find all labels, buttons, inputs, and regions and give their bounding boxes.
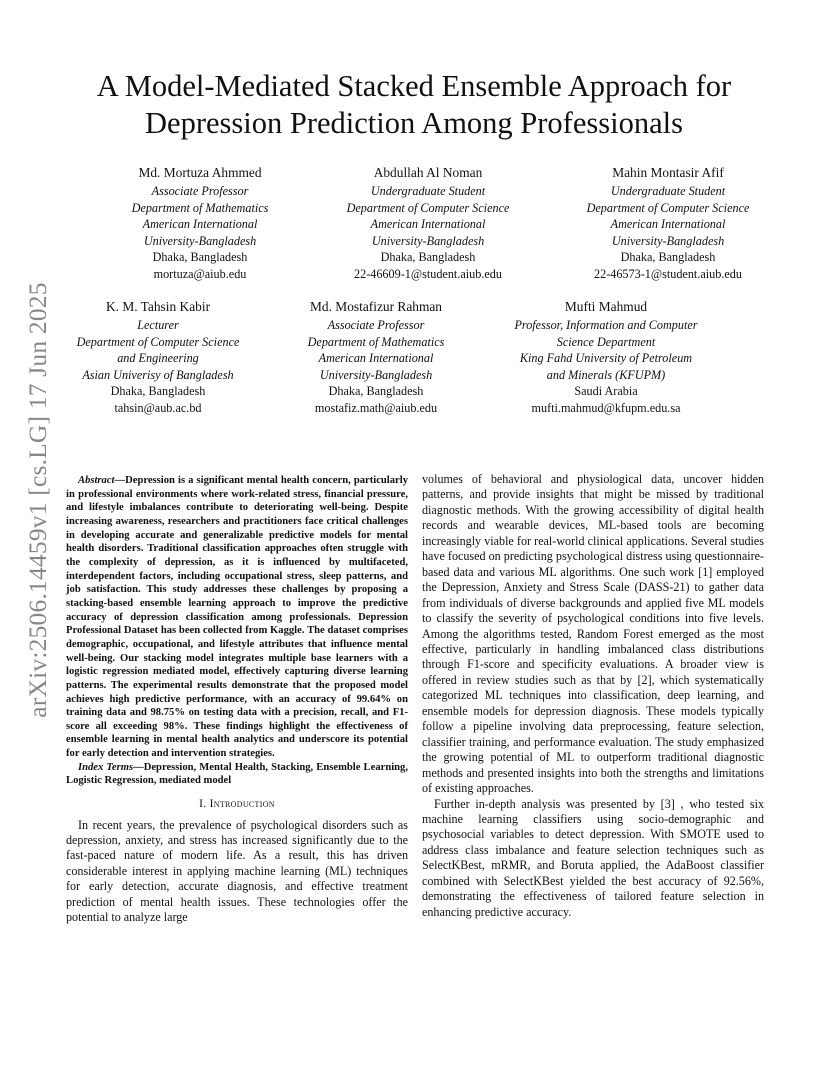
author-email: 22-46609-1@student.aiub.edu bbox=[354, 266, 502, 281]
author-name: Md. Mostafizur Rahman bbox=[309, 299, 443, 314]
arxiv-identifier: arXiv:2506.14459v1 [cs.LG] 17 Jun 2025 bbox=[23, 282, 52, 718]
author-name: Md. Mortuza Ahmmed bbox=[138, 165, 262, 180]
author-org: and Minerals (KFUPM) bbox=[546, 367, 666, 382]
author-role: Undergraduate Student bbox=[610, 184, 726, 198]
arxiv-stamp bbox=[18, 282, 58, 718]
author-role: Associate Professor bbox=[151, 184, 249, 198]
author-email: mostafiz.math@aiub.edu bbox=[314, 400, 438, 415]
author-org: American International bbox=[370, 217, 486, 232]
abstract-lead: Abstract bbox=[78, 475, 115, 486]
author-block bbox=[558, 164, 778, 283]
left-column bbox=[66, 474, 408, 926]
author-city: Dhaka, Bangladesh bbox=[328, 384, 424, 399]
author-city: Saudi Arabia bbox=[574, 384, 638, 399]
author-role: Lecturer bbox=[137, 318, 179, 332]
author-dept: Department of Computer Science bbox=[586, 200, 750, 215]
abstract bbox=[66, 474, 408, 761]
author-dept: and Engineering bbox=[117, 351, 199, 366]
index-terms bbox=[66, 761, 408, 788]
author-org: American International bbox=[318, 351, 434, 366]
author-city: Dhaka, Bangladesh bbox=[620, 250, 716, 265]
index-terms-lead: Index Terms bbox=[78, 761, 134, 773]
title-line-2: Depression Prediction Among Professionals bbox=[145, 106, 683, 140]
author-block bbox=[490, 298, 722, 417]
author-city: Dhaka, Bangladesh bbox=[110, 384, 206, 399]
author-city: Dhaka, Bangladesh bbox=[152, 250, 248, 265]
author-dept: Department of Mathematics bbox=[307, 334, 445, 349]
author-org: University-Bangladesh bbox=[143, 233, 257, 248]
author-org: American International bbox=[142, 217, 258, 232]
author-role: Professor, Information and Computer bbox=[514, 318, 698, 332]
author-email: 22-46573-1@student.aiub.edu bbox=[594, 266, 742, 281]
author-name: Mahin Montasir Afif bbox=[612, 165, 724, 180]
author-role: Undergraduate Student bbox=[370, 184, 486, 198]
author-name: K. M. Tahsin Kabir bbox=[105, 299, 211, 314]
author-role: Associate Professor bbox=[327, 318, 425, 332]
author-dept: Science Department bbox=[556, 334, 656, 349]
intro-paragraph: In recent years, the prevalence of psychological disorders such as depression, anxiety, and stress has increased significantly due to the fast-paced nature of modern life. As a result, this has driven considerable interest in applying machine learning (ML) techniques for early detection, accurate diagnosis, and effective treatment prediction of mental health issues. These technologies offer the potential to analyze large bbox=[66, 817, 408, 925]
author-dept: Department of Mathematics bbox=[131, 200, 269, 215]
author-email: mortuza@aiub.edu bbox=[153, 266, 247, 281]
author-org: Asian Univerisy of Bangladesh bbox=[82, 367, 234, 382]
author-email: tahsin@aub.ac.bd bbox=[114, 400, 202, 415]
index-terms-text: —Depression, Mental Health, Stacking, Ensemble Learning, Logistic Regression, mediated model bbox=[66, 761, 408, 787]
paper-title bbox=[40, 68, 788, 142]
author-block bbox=[318, 164, 538, 283]
author-dept: Department of Computer Science bbox=[346, 200, 510, 215]
author-block bbox=[100, 164, 300, 283]
body-paragraph: volumes of behavioral and physiological data, uncover hidden patterns, and provide insights that might be missed by traditional diagnostic methods. With the growing accessibility of digital health records and wearable devices, ML-based tools are becoming increasingly viable for real-world clinical applications. Several studies have focused on predicting psychological distress using questionnaire-based data and various ML algorithms. One such work [1] employed the Depression, Anxiety and Stress Scale (DASS-21) to gather data from individuals of diverse backgrounds and applied five ML models to classify the severity of psychological conditions into five levels. Among the algorithms tested, Random Forest emerged as the most effective, particularly in handling imbalanced class distributions through F1-score and specificity evaluations. A broader view is offered in review studies such as that by [2], which systematically categorized ML techniques into classification, deep learning, and ensemble models for depression diagnosis. These models typically follow a pipeline involving data preprocessing, feature selection, classifier training, and performance evaluation. The study emphasized the growing potential of ML to outperform traditional diagnostic methods and presented insights into both the strengths and limitations of existing approaches. bbox=[422, 472, 764, 796]
title-line-1: A Model-Mediated Stacked Ensemble Approach for bbox=[96, 69, 732, 103]
abstract-text: —Depression is a significant mental health concern, particularly in professional environments where work-related stress, financial pressure, and lifestyle imbalances contribute to deteriorating well-being. Despite increasing awareness, researchers and practitioners face critical challenges in developing accurate and generalizable predictive models for mental health disorders. Traditional classification approaches often struggle with the complexity of depression, as it is influenced by multifaceted, interdependent factors, including occupational stress, sleep patterns, and job satisfaction. This study addresses these challenges by proposing a stacking-based ensemble learning approach to improve the predictive accuracy of depression classification among professionals. Depression Professional Dataset has been collected from Kaggle. The dataset comprises demographic, occupational, and lifestyle attributes that influence mental well-being. Our stacking model integrates multiple base learners with a logistic regression mediated model, effectively capturing diverse learning patterns. The experimental results demonstrate that the proposed model achieves high predictive performance, with an accuracy of 99.64% on training data and 98.75% on testing data with a precision, recall, and F1-score all exceeding 98%. These findings highlight the effectiveness of ensemble learning in mental health analytics and underscore its potential for early detection and intervention strategies. bbox=[66, 475, 408, 760]
author-block bbox=[286, 298, 466, 417]
section-title: Introduction bbox=[209, 798, 275, 811]
author-org: American International bbox=[610, 217, 726, 232]
author-org: University-Bangladesh bbox=[371, 233, 485, 248]
author-name: Mufti Mahmud bbox=[564, 299, 648, 314]
author-org: University-Bangladesh bbox=[319, 367, 433, 382]
author-dept: Department of Computer Science bbox=[76, 334, 240, 349]
author-org: University-Bangladesh bbox=[611, 233, 725, 248]
section-number: I. bbox=[199, 798, 210, 811]
author-name: Abdullah Al Noman bbox=[373, 165, 483, 180]
author-org: King Fahd University of Petroleum bbox=[519, 351, 693, 366]
author-city: Dhaka, Bangladesh bbox=[380, 250, 476, 265]
body-paragraph: Further in-depth analysis was presented by [3] , who tested six machine learning classifiers using socio-demographic and psychosocial variables to detect depression. With SMOTE used to address class imbalance and feature selection techniques such as SelectKBest, mRMR, and Boruta applied, the AdaBoost classifier combined with SelectKBest yielded the best accuracy of 92.56%, demonstrating the effectiveness of tailored feature selection in enhancing predictive accuracy. bbox=[422, 796, 764, 919]
author-block bbox=[58, 298, 258, 417]
author-email: mufti.mahmud@kfupm.edu.sa bbox=[531, 400, 681, 415]
section-heading bbox=[66, 797, 408, 812]
right-column bbox=[422, 472, 764, 920]
